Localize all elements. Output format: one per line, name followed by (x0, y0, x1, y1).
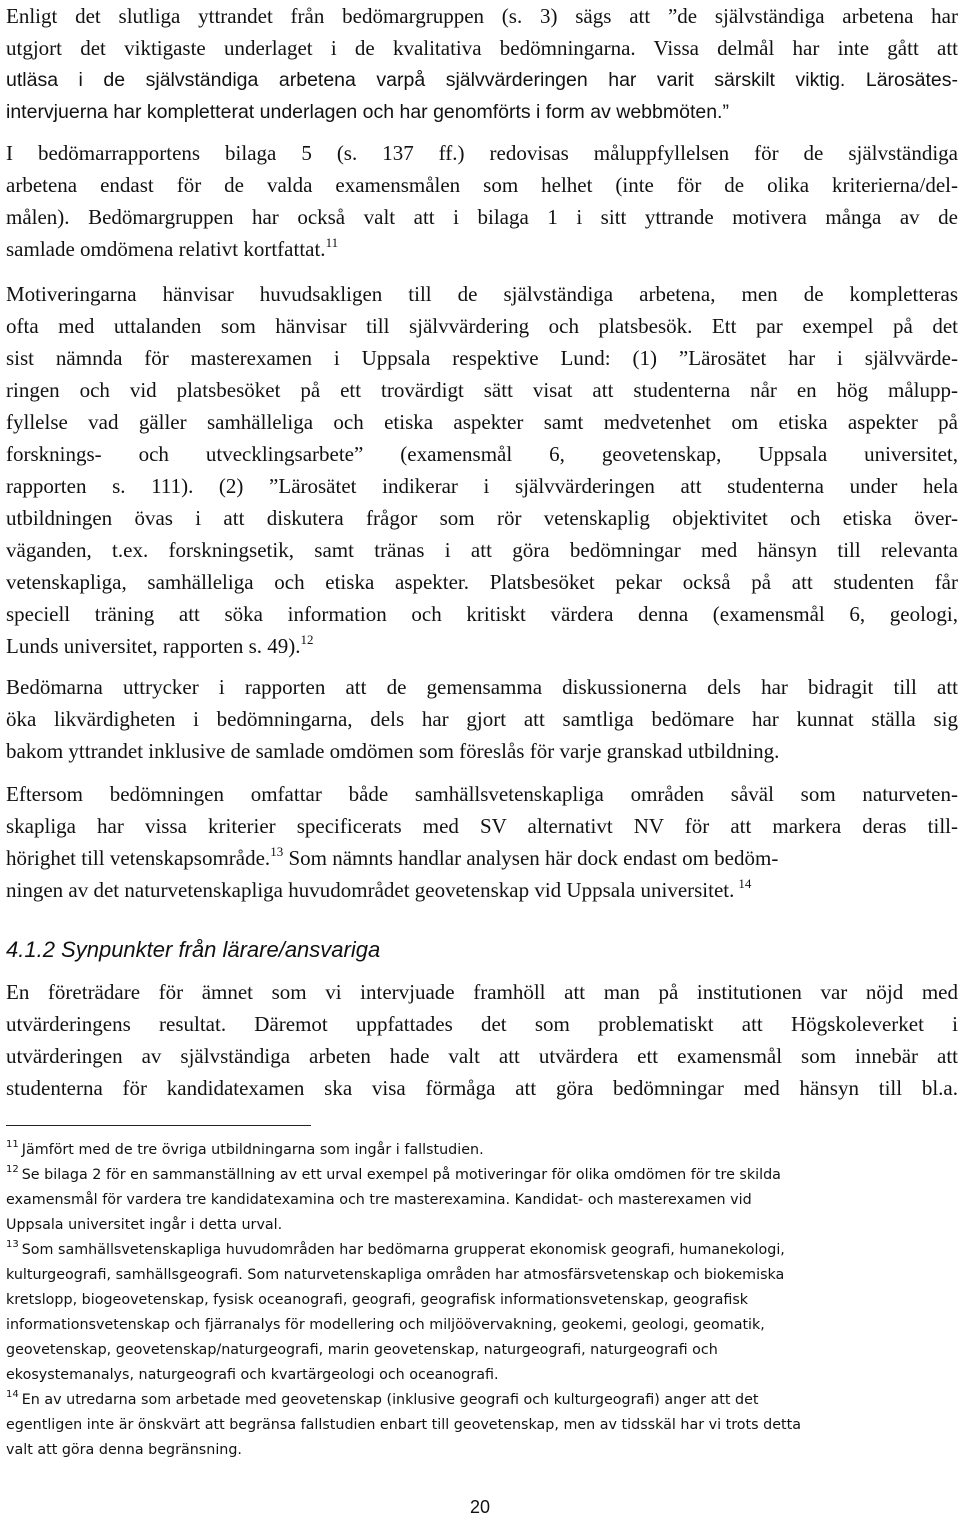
footnote-text: En av utredarna som arbetade med geovetenskap (inklusive geografi och kulturgeografi) anger att det (21, 1392, 759, 1408)
text-line: Bedömarna uttrycker i rapporten att de gemensamma diskussionerna dels har bidragit till att (6, 675, 958, 699)
footnote-14 (6, 1388, 958, 1463)
footnote-number: 14 (6, 1389, 19, 1400)
text-line: speciell träning att söka information och kritiskt värdera denna (examensmål 6, geologi, (6, 602, 958, 626)
text-line: vetenskapliga, samhälleliga och etiska aspekter. Platsbesöket pekar också på att studenten får (6, 570, 958, 594)
footnote-11 (6, 1138, 958, 1163)
footnote-line: examensmål för vardera tre kandidatexamina och tre masterexamina. Kandidat- och masterexamen vid (6, 1192, 752, 1208)
text-line: ofta med uttalanden som hänvisar till självvärdering och platsbesök. Ett par exempel på det (6, 314, 958, 338)
footnote-number: 13 (6, 1239, 19, 1250)
text-line: öka likvärdigheten i bedömningarna, dels har gjort att samtliga bedömare har kunnat ställa sig (6, 707, 958, 731)
paragraph-1 (6, 0, 958, 128)
paragraph-5 (6, 778, 958, 906)
footnote-line (6, 1138, 958, 1163)
footnote-text: Se bilaga 2 för en sammanställning av ett urval exempel på motiveringar för olika omdömen för tre skilda (21, 1167, 781, 1183)
footnote-line: Uppsala universitet ingår i detta urval. (6, 1217, 283, 1233)
footnote-line: kretslopp, biogeovetenskap, fysisk oceanografi, geografi, geografisk informationsvetenskap, geografisk (6, 1292, 749, 1308)
text-line: bakom yttrandet inklusive de samlade omdömen som föreslås för varje granskad utbildning. (6, 739, 780, 763)
footnote-line (6, 1238, 958, 1263)
text-line: utvärderingens resultat. Däremot uppfattades det som problematiskt att Högskoleverket i (6, 1012, 958, 1036)
text-line (6, 233, 958, 265)
paragraph-3 (6, 278, 958, 662)
footnote-line (6, 1163, 958, 1188)
paragraph-2 (6, 137, 958, 265)
text-line (6, 630, 958, 662)
footnotes (6, 1138, 958, 1463)
footnote-line: valt att göra denna begränsning. (6, 1442, 242, 1458)
text-fragment: Lunds universitet, rapporten s. 49). (6, 634, 301, 658)
text-fragment: samlade omdömena relativt kortfattat. (6, 237, 326, 261)
section-heading: 4.1.2 Synpunkter från lärare/ansvariga (6, 937, 381, 962)
footnote-line: kulturgeografi, samhällsgeografi. Som naturvetenskapliga områden har atmosfärsvetenskap och biokemiska (6, 1267, 785, 1283)
footnote-number: 12 (6, 1164, 19, 1175)
text-fragment: ningen av det naturvetenskapliga huvudområdet geovetenskap vid Uppsala universitet. (6, 878, 735, 902)
footnote-line: ekosystemanalys, naturgeografi och kvartärgeologi och oceanografi. (6, 1367, 499, 1383)
text-line: Enligt det slutliga yttrandet från bedömargruppen (s. 3) sägs att ”de självständiga arbetena har (6, 4, 958, 28)
text-line: målen). Bedömargruppen har också valt att i bilaga 1 i sitt yttrande motivera många av de (6, 205, 958, 229)
text-line (6, 842, 958, 874)
text-line: arbetena endast för de valda examensmålen som helhet (inte för de olika kriterierna/del- (6, 173, 958, 197)
text-line: fyllelse vad gäller samhälleliga och etiska aspekter samt medvetenhet om etiska aspekter på (6, 410, 958, 434)
footnote-ref-11[interactable]: 11 (325, 235, 339, 250)
text-line: skapliga har vissa kriterier specificerats med SV alternativt NV för att markera deras till- (6, 814, 958, 838)
text-line: väganden, t.ex. forskningsetik, samt tränas i att göra bedömningar med hänsyn till relevanta (6, 538, 958, 562)
text-fragment: Som nämnts handlar analysen här dock endast om bedöm- (283, 846, 779, 870)
footnote-line: geovetenskap, geovetenskap/naturgeografi, marin geovetenskap, naturgeografi, naturgeografi och (6, 1342, 718, 1358)
footnote-text: Jämfört med de tre övriga utbildningarna som ingår i fallstudien. (21, 1142, 484, 1158)
text-line: utgjort det viktigaste underlaget i de kvalitativa bedömningarna. Vissa delmål har inte gått att (6, 36, 958, 60)
text-line: utvärderingen av självständiga arbeten hade valt att utvärdera ett examensmål som innebär att (6, 1044, 958, 1068)
text-line: I bedömarrapportens bilaga 5 (s. 137 ff.) redovisas måluppfyllelsen för de självständiga (6, 141, 958, 165)
paragraph-6 (6, 976, 958, 1104)
text-line: intervjuerna har kompletterat underlagen och har genomförts i form av webbmöten.” (6, 101, 729, 123)
page-number: 20 (469, 1497, 491, 1517)
text-line: utläsa i de självständiga arbetena varpå självvärderingen har varit särskilt viktig. Lärosätes- (6, 69, 958, 91)
text-line (6, 874, 958, 906)
text-line: Eftersom bedömningen omfattar både samhällsvetenskapliga områden såväl som naturveten- (6, 782, 958, 806)
paragraph-4 (6, 671, 958, 767)
text-line: utbildningen övas i att diskutera frågor som rör vetenskaplig objektivitet och etiska över- (6, 506, 958, 530)
text-line: sist nämnda för masterexamen i Uppsala respektive Lund: (1) ”Lärosätet har i självvärde- (6, 346, 958, 370)
footnote-13 (6, 1238, 958, 1388)
footnote-12 (6, 1163, 958, 1238)
text-line: Motiveringarna hänvisar huvudsakligen till de självständiga arbetena, men de kompletteras (6, 282, 958, 306)
footnote-line: egentligen inte är önskvärt att begränsa fallstudien enbart till geovetenskap, men av tidsskäl har vi trots detta (6, 1417, 801, 1433)
text-line: ringen och vid platsbesöket på ett trovärdigt sätt visat att studenterna når en hög målupp- (6, 378, 958, 402)
footnote-ref-12[interactable]: 12 (300, 632, 314, 647)
text-fragment: hörighet till vetenskapsområde. (6, 846, 271, 870)
footnote-line (6, 1388, 958, 1413)
text-line: studenterna för kandidatexamen ska visa förmåga att göra bedömningar med hänsyn till bl.a. (6, 1076, 958, 1100)
footnote-ref-14[interactable]: 14 (738, 876, 752, 891)
footnote-ref-13[interactable]: 13 (270, 844, 284, 859)
footnote-line: informationsvetenskap och fjärranalys för modellering och miljöövervakning, geokemi, geologi, geomatik, (6, 1317, 765, 1333)
footnote-separator (6, 1125, 311, 1126)
text-line: En företrädare för ämnet som vi intervjuade framhöll att man på institutionen var nöjd med (6, 980, 958, 1004)
footnote-text: Som samhällsvetenskapliga huvudområden har bedömarna grupperat ekonomisk geografi, humanekologi, (21, 1242, 785, 1258)
footnote-number: 11 (6, 1139, 19, 1150)
text-line: forsknings- och utvecklingsarbete” (examensmål 6, geovetenskap, Uppsala universitet, (6, 442, 958, 466)
text-line: rapporten s. 111). (2) ”Lärosätet indikerar i självvärderingen att studenterna under hela (6, 474, 958, 498)
